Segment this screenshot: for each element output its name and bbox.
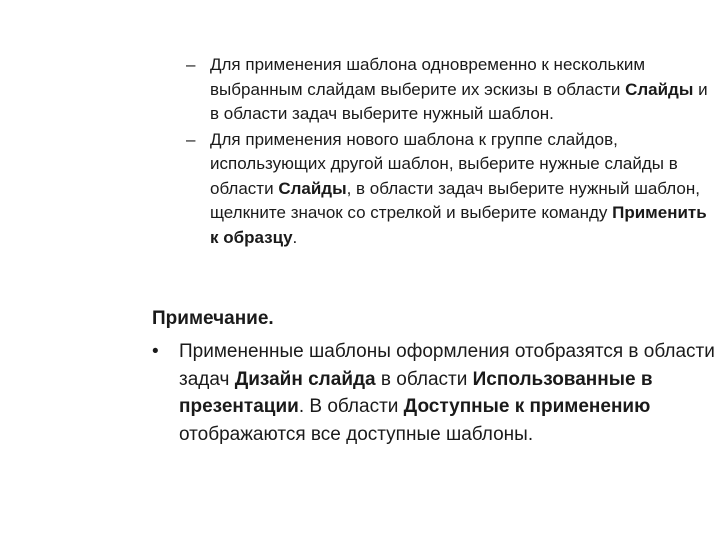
sub-bullet-list — [186, 53, 716, 251]
sub-list-item — [186, 53, 716, 127]
sub-item-text: и в области задач выберите нужный шаблон. — [210, 79, 708, 123]
sub-item-text: . — [292, 227, 298, 247]
sub-item-bold: Слайды — [278, 178, 347, 198]
sub-item-text: Для применения нового шаблона к группе слайдов, использующих другой шаблон, выберите нужные слайды в области — [210, 129, 678, 198]
main-list-item — [152, 338, 717, 448]
note-text: отображаются все доступные шаблоны. — [179, 423, 534, 445]
note-heading: Примечание. — [152, 308, 274, 329]
note-text: . В области — [298, 396, 404, 417]
note-bold: Использованные в презентации — [179, 368, 653, 417]
dot-bullet-icon: • — [152, 341, 159, 362]
sub-item-bold: Применить к образцу — [210, 203, 707, 247]
sub-item-bold: Слайды — [625, 79, 694, 99]
sub-item-text: , в области задач выберите нужный шаблон, щелкните значок со стрелкой и выберите команду — [210, 178, 700, 222]
note-bold: Дизайн слайда — [234, 368, 376, 390]
note-text: Примененные шаблоны оформления отобразятся в области задач — [179, 341, 715, 390]
note-bold: Доступные к применению — [403, 396, 651, 417]
note-text: в области — [375, 368, 473, 390]
sub-list-item — [186, 128, 716, 251]
dash-bullet-icon: – — [186, 55, 196, 74]
dash-bullet-icon: – — [186, 129, 196, 149]
sub-item-text: Для применения шаблона одновременно к нескольким выбранным слайдам выберите их эскизы в области — [210, 55, 646, 99]
main-bullet-list — [152, 338, 717, 448]
